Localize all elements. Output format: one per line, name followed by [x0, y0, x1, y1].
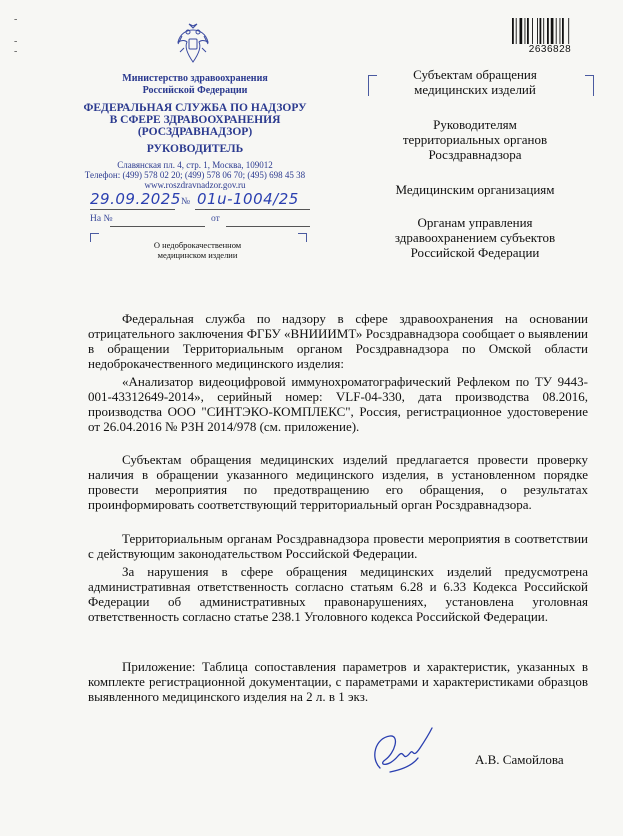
sender-phone: Телефон: (499) 578 02 20; (499) 578 06 70; (495) 698 45 38	[84, 170, 306, 180]
registration-date: 29.09.2025	[90, 190, 181, 208]
barcode-bar	[551, 18, 554, 44]
body-paragraph-3: Субъектам обращения медицинских изделий предлагается провести проверку наличия в обращении указанного медицинского изделия, в установленном порядке провести мероприятия по предотвращению его обращения, о результатах проинформировать соответствующий территориальный орган Росздравнадзора.	[88, 452, 588, 512]
barcode-bar	[540, 18, 542, 44]
ministry-name: Министерство здравоохранения Российской Федерации	[122, 73, 268, 96]
addressee-subjects: Субъектам обращения медицинских изделий	[413, 67, 537, 97]
in-reply-label: На №	[90, 214, 113, 224]
from-label: от	[211, 214, 220, 224]
barcode-bar	[520, 18, 523, 44]
barcode-bar	[512, 18, 514, 44]
barcode-bar	[560, 18, 561, 44]
scan-mark: -	[14, 14, 18, 25]
barcode-bar	[562, 18, 564, 44]
body-paragraph-4: Территориальным органам Росздравнадзора провести мероприятия в соответствии с действующим законодательством Российской Федерации.	[88, 531, 588, 561]
body-paragraph-5: За нарушения в сфере обращения медицинских изделий предусмотрена административная ответственность согласно статьям 6.28 и 6.33 Кодекса Российской Федерации об административных правонарушениях, установлена уголовная ответственность согласно статье 238.1 Уголовного кодекса Российской Федерации.	[88, 564, 588, 624]
number-label: №	[181, 197, 191, 207]
barcode-bar	[516, 18, 517, 44]
addressee-health-authorities: Органам управления здравоохранением субъектов Российской Федерации	[394, 215, 556, 260]
barcode-bar	[556, 18, 557, 44]
signer-name: А.В. Самойлова	[475, 752, 564, 767]
signature	[350, 718, 450, 778]
scan-mark: -	[14, 36, 18, 47]
registration-number: 01u-1004/25	[197, 190, 299, 208]
scan-mark: -	[14, 46, 18, 57]
service-name: ФЕДЕРАЛЬНАЯ СЛУЖБА ПО НАДЗОРУ В СФЕРЕ ЗДРАВООХРАНЕНИЯ (РОСЗДРАВНАДЗОР)	[83, 102, 307, 138]
barcode-bar	[525, 18, 526, 44]
coat-of-arms-icon	[176, 22, 210, 64]
barcode-bar	[532, 18, 533, 44]
addressee-territorial: Руководителям территориальных органов Росздравнадзора	[402, 117, 548, 162]
barcode-bar	[568, 18, 569, 44]
in-reply-line	[110, 226, 205, 227]
sender-contacts	[80, 160, 310, 190]
body-paragraph-2: «Анализатор видеоцифровой иммунохроматографический Рефлеком по ТУ 9443-001-43312649-2014», серийный номер: VLF-04-330, дата производства 08.2016, производства ООО "СИНТЭКО-КОМПЛЕКС", Россия, регистрационное удостоверение от 26.04.2016 № РЗН 2014/978 (см. приложение).	[88, 374, 588, 434]
number-line	[195, 209, 310, 210]
barcode	[511, 18, 589, 44]
sender-site: www.roszdravnadzor.gov.ru	[144, 180, 246, 190]
barcode-bar	[547, 18, 549, 44]
barcode-bar	[537, 18, 538, 44]
body-paragraph-1: Федеральная служба по надзору в сфере здравоохранения на основании отрицательного заключения ФГБУ «ВНИИИМТ» Росздравнадзора сообщает о выявлении в обращении Территориальным органом Росздравнадзора по Омской области недоброкачественного медицинского изделия:	[88, 311, 588, 371]
sender-address: Славянская пл. 4, стр. 1, Москва, 109012	[117, 160, 273, 170]
head-title: РУКОВОДИТЕЛЬ	[146, 143, 244, 155]
from-line	[226, 226, 310, 227]
barcode-number: 2636828	[528, 44, 572, 55]
barcode-bar	[527, 18, 529, 44]
attachment-note: Приложение: Таблица сопоставления параметров и характеристик, указанных в комплекте регистрационной документации, с параметрами и характеристиками образцов выявленного медицинского изделия на 2 л. в 1 экз.	[88, 659, 588, 704]
barcode-bar	[543, 18, 544, 44]
addressee-medical-orgs: Медицинским организациям	[395, 182, 555, 197]
date-line	[90, 209, 175, 210]
letter-subject: О недоброкачественном медицинском изделии	[153, 240, 242, 260]
